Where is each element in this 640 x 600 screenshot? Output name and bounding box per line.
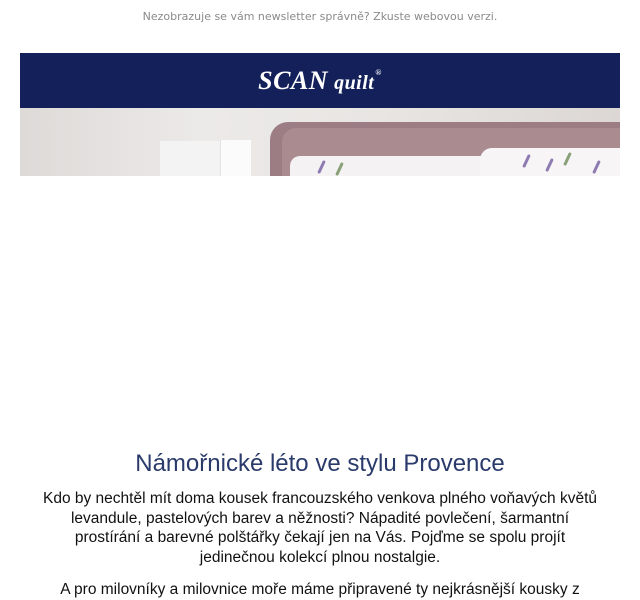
brand-logo[interactable] bbox=[258, 66, 382, 96]
registered-mark: ® bbox=[375, 67, 382, 77]
intro-paragraph: Kdo by nechtěl mít doma kousek francouzského venkova plného voňavých květů levandule, pastelových barev a něžnosti? Nápadité povlečení, šarmantní prostírání a barevné polštářky čekají jen na Vás. Pojďme se spolu projít jedinečnou kolekcí plnou nostalgie. bbox=[42, 490, 598, 566]
logo-quilt: quilt bbox=[334, 71, 375, 94]
logo-scan: SCAN bbox=[258, 65, 329, 95]
header-banner bbox=[20, 53, 620, 108]
hero-image[interactable] bbox=[20, 108, 620, 176]
web-version-link[interactable]: Nezobrazuje se vám newsletter správně? Zkuste webovou verzi. bbox=[142, 10, 498, 23]
preheader bbox=[0, 10, 640, 23]
second-paragraph: A pro milovníky a milovnice moře máme připravené ty nejkrásnější kousky z bbox=[60, 581, 580, 598]
article-title: Námořnické léto ve stylu Provence bbox=[135, 450, 505, 477]
hero-lamp-base bbox=[220, 140, 251, 176]
